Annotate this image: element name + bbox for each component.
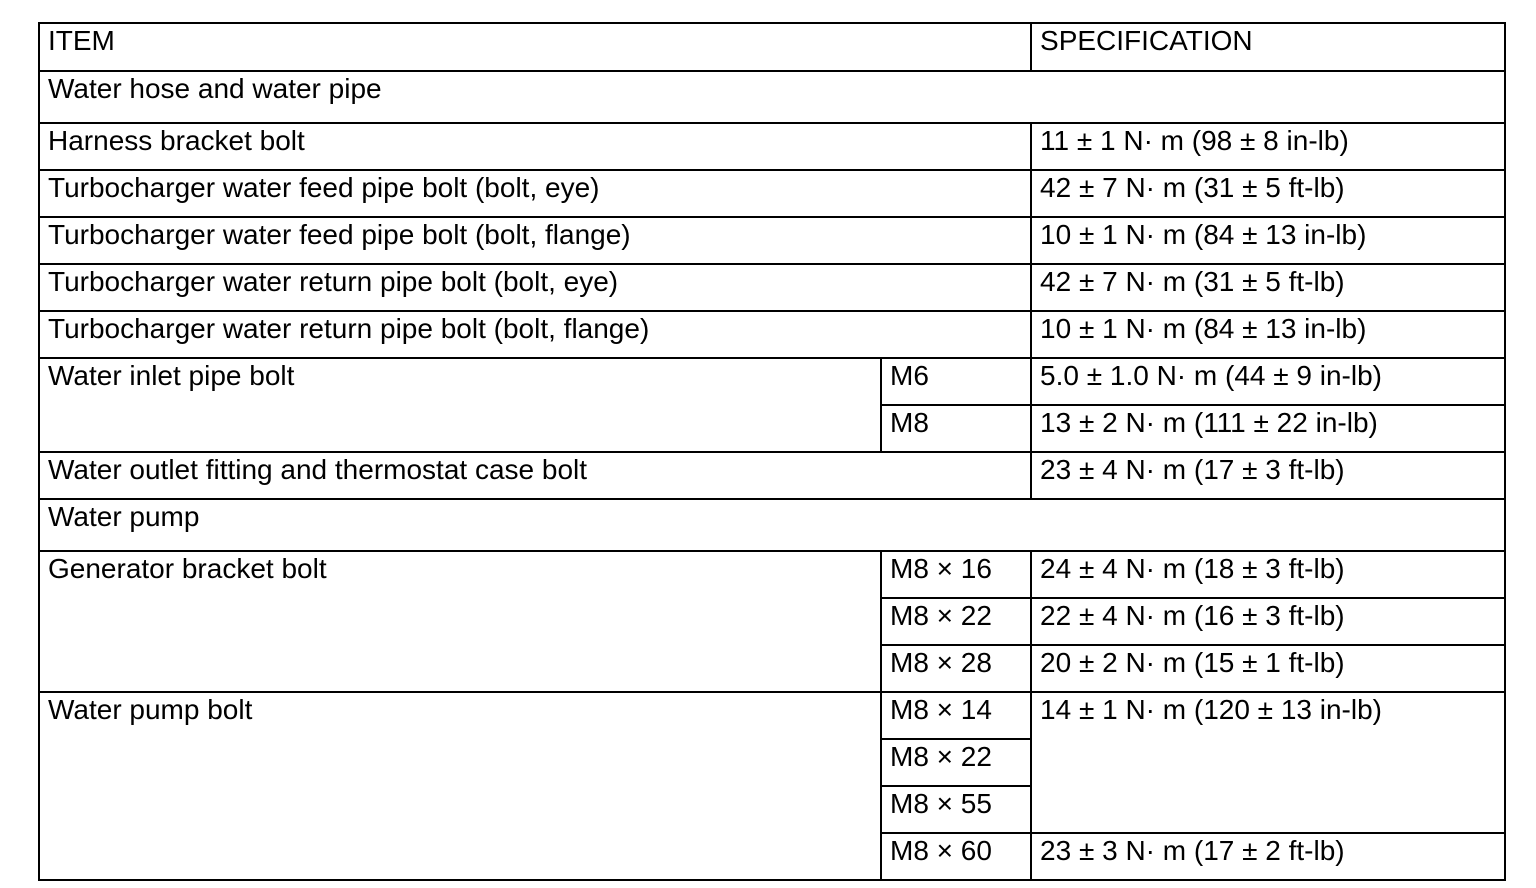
section-row: [39, 499, 1505, 551]
item-cell: Water pump bolt: [39, 692, 881, 880]
size-cell: M8 × 16: [881, 551, 1031, 598]
header-row: [39, 23, 1505, 71]
item-cell: Turbocharger water feed pipe bolt (bolt, flange): [39, 217, 1031, 264]
header-specification: SPECIFICATION: [1031, 23, 1505, 71]
spec-cell: 13 ± 2 N· m (111 ± 22 in-lb): [1031, 405, 1505, 452]
item-cell: Water inlet pipe bolt: [39, 358, 881, 452]
size-cell: M8 × 60: [881, 833, 1031, 880]
size-cell: M8 × 55: [881, 786, 1031, 833]
spec-cell: 23 ± 4 N· m (17 ± 3 ft-lb): [1031, 452, 1505, 499]
spec-cell: 10 ± 1 N· m (84 ± 13 in-lb): [1031, 311, 1505, 358]
size-cell: M8 × 22: [881, 598, 1031, 645]
item-cell: Turbocharger water return pipe bolt (bolt, eye): [39, 264, 1031, 311]
size-cell: M8: [881, 405, 1031, 452]
table-row: [39, 264, 1505, 311]
table-row: [39, 551, 1505, 598]
spec-cell: 10 ± 1 N· m (84 ± 13 in-lb): [1031, 217, 1505, 264]
size-cell: M8 × 14: [881, 692, 1031, 739]
item-cell: Generator bracket bolt: [39, 551, 881, 692]
item-cell: Water outlet fitting and thermostat case bolt: [39, 452, 1031, 499]
table-row: [39, 452, 1505, 499]
spec-cell: 42 ± 7 N· m (31 ± 5 ft-lb): [1031, 170, 1505, 217]
section-title-water-pump: Water pump: [39, 499, 1505, 551]
size-cell: M6: [881, 358, 1031, 405]
table-row: [39, 358, 1505, 405]
table-row: [39, 311, 1505, 358]
table-row: [39, 692, 1505, 739]
item-cell: Turbocharger water feed pipe bolt (bolt, eye): [39, 170, 1031, 217]
torque-spec-table: [38, 22, 1506, 881]
table-row: [39, 170, 1505, 217]
item-cell: Turbocharger water return pipe bolt (bolt, flange): [39, 311, 1031, 358]
table-row: [39, 123, 1505, 170]
size-cell: M8 × 22: [881, 739, 1031, 786]
size-cell: M8 × 28: [881, 645, 1031, 692]
spec-cell: 14 ± 1 N· m (120 ± 13 in-lb): [1031, 692, 1505, 833]
spec-cell: 20 ± 2 N· m (15 ± 1 ft-lb): [1031, 645, 1505, 692]
section-title-water-hose: Water hose and water pipe: [39, 71, 1505, 123]
spec-cell: 5.0 ± 1.0 N· m (44 ± 9 in-lb): [1031, 358, 1505, 405]
spec-cell: 22 ± 4 N· m (16 ± 3 ft-lb): [1031, 598, 1505, 645]
spec-cell: 42 ± 7 N· m (31 ± 5 ft-lb): [1031, 264, 1505, 311]
item-cell: Harness bracket bolt: [39, 123, 1031, 170]
spec-cell: 24 ± 4 N· m (18 ± 3 ft-lb): [1031, 551, 1505, 598]
spec-cell: 23 ± 3 N· m (17 ± 2 ft-lb): [1031, 833, 1505, 880]
header-item: ITEM: [39, 23, 1031, 71]
table-row: [39, 217, 1505, 264]
section-row: [39, 71, 1505, 123]
spec-cell: 11 ± 1 N· m (98 ± 8 in-lb): [1031, 123, 1505, 170]
